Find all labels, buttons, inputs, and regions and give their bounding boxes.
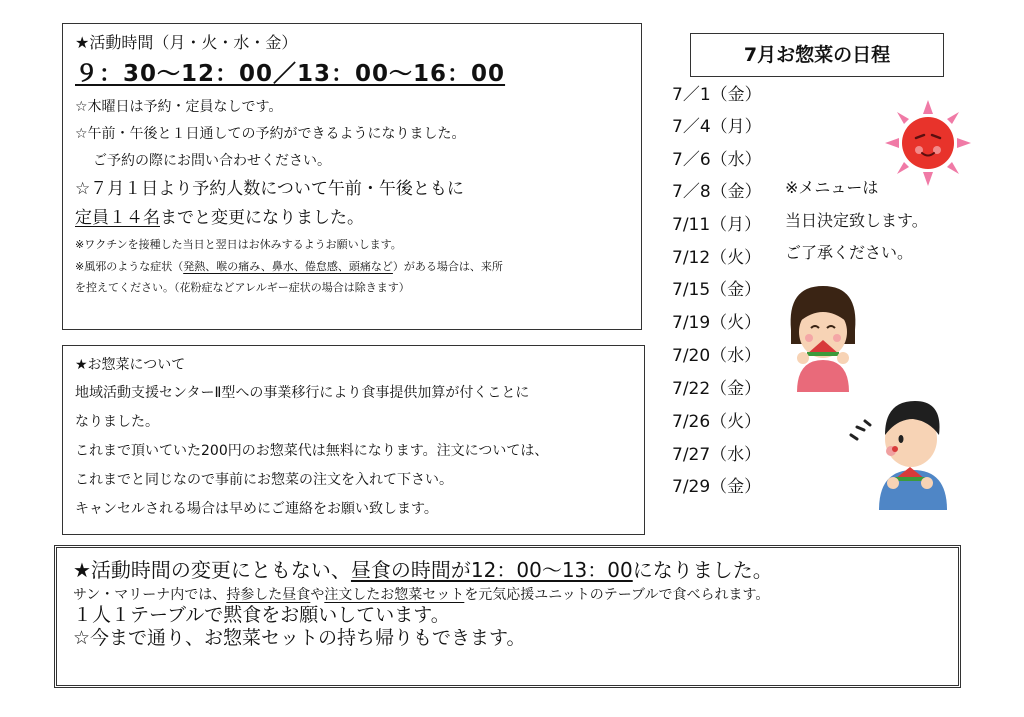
vaccine-note: ※ワクチンを接種した当日と翌日はお休みするようお願いします。 xyxy=(75,238,402,251)
schedule-date: 7/26（火） xyxy=(672,412,762,432)
schedule-title: 7月お惣菜の日程 xyxy=(690,33,944,77)
symptom-list: 発熱、喉の痛み、鼻水、倦怠感、頭痛など xyxy=(183,260,393,273)
schedule-date: 7/11（月） xyxy=(672,215,762,235)
schedule-date: 7/29（金） xyxy=(672,477,762,497)
activity-hours: ９：30〜12：00／13：00〜16：00 xyxy=(75,61,506,87)
schedule-date: 7／8（金） xyxy=(672,182,762,202)
menu-note: ご了承ください。 xyxy=(785,243,914,262)
schedule-date: 7/15（金） xyxy=(672,280,762,300)
lunch-line2 xyxy=(73,588,946,602)
schedule-date: 7/22（金） xyxy=(672,379,762,399)
schedule-date: 7/12（火） xyxy=(672,248,762,268)
symptom-note-b: ）がある場合は、来所 xyxy=(392,260,503,273)
activity-line1: ☆木曜日は予約・定員なしです。 xyxy=(75,99,283,115)
boy-watermelon-icon xyxy=(845,395,955,510)
capacity-rest: までと変更になりました。 xyxy=(160,208,364,228)
menu-note: 当日決定致します。 xyxy=(785,211,928,230)
menu-note: ※メニューは xyxy=(785,178,879,197)
lunch-line2-c: を元気応援ユニットのテーブルで食べられます。 xyxy=(464,587,770,603)
symptom-note xyxy=(75,261,631,272)
activity-line5 xyxy=(75,210,631,227)
activity-hours-box xyxy=(62,23,642,330)
souzai-box xyxy=(62,345,645,535)
souzai-line: これまでと同じなので事前にお惣菜の注文を入れて下さい。 xyxy=(75,472,453,488)
lunch-line4: ☆今まで通り、お惣菜セットの持ち帰りもできます。 xyxy=(73,627,526,649)
souzai-heading: ★お惣菜について xyxy=(75,357,186,373)
souzai-line: なりました。 xyxy=(75,414,159,430)
lunch-line1 xyxy=(73,560,946,580)
souzai-line: キャンセルされる場合は早めにご連絡をお願い致します。 xyxy=(75,501,438,517)
schedule-date: 7／1（金） xyxy=(672,85,762,105)
activity-line4: ☆７月１日より予約人数について午前・午後ともに xyxy=(75,179,464,199)
lunch-line1-a: ★活動時間の変更にともない、 xyxy=(73,558,351,582)
souzai-line: 地域活動支援センターⅡ型への事業移行により食事提供加算が付くことに xyxy=(75,385,530,401)
own-lunch: 持参した昼食 xyxy=(226,587,311,603)
schedule-date: 7／6（水） xyxy=(672,150,762,170)
schedule-date: 7／4（月） xyxy=(672,117,762,137)
schedule-date: 7/20（水） xyxy=(672,346,762,366)
lunch-time: 昼食の時間が12：00〜13：00 xyxy=(350,558,633,582)
girl-watermelon-icon xyxy=(783,282,863,392)
symptom-note-a: ※風邪のような症状（ xyxy=(75,260,184,273)
lunch-line2-b: や xyxy=(310,587,325,603)
schedule-date: 7/27（水） xyxy=(672,445,762,465)
activity-heading: ★活動時間（月・火・水・金） xyxy=(75,33,298,52)
lunch-line1-b: になりました。 xyxy=(632,558,773,582)
souzai-line: これまで頂いていた200円のお惣菜代は無料になります。注文については、 xyxy=(75,443,549,459)
symptom-note-cont: を控えてください。（花粉症などアレルギー症状の場合は除きます） xyxy=(75,281,410,294)
ordered-set: 注文したお惣菜セット xyxy=(324,587,465,603)
lunch-box xyxy=(54,545,961,688)
lunch-line3: １人１テーブルで黙食をお願いしています。 xyxy=(73,604,450,626)
lunch-line2-a: サン・マリーナ内では、 xyxy=(73,587,227,603)
activity-line3: ご予約の際にお問い合わせください。 xyxy=(93,153,331,169)
sun-icon xyxy=(885,100,971,186)
schedule-date: 7/19（火） xyxy=(672,313,762,333)
activity-line2: ☆午前・午後と１日通しての予約ができるようになりました。 xyxy=(75,126,466,142)
capacity-underlined: 定員１４名 xyxy=(75,208,160,228)
